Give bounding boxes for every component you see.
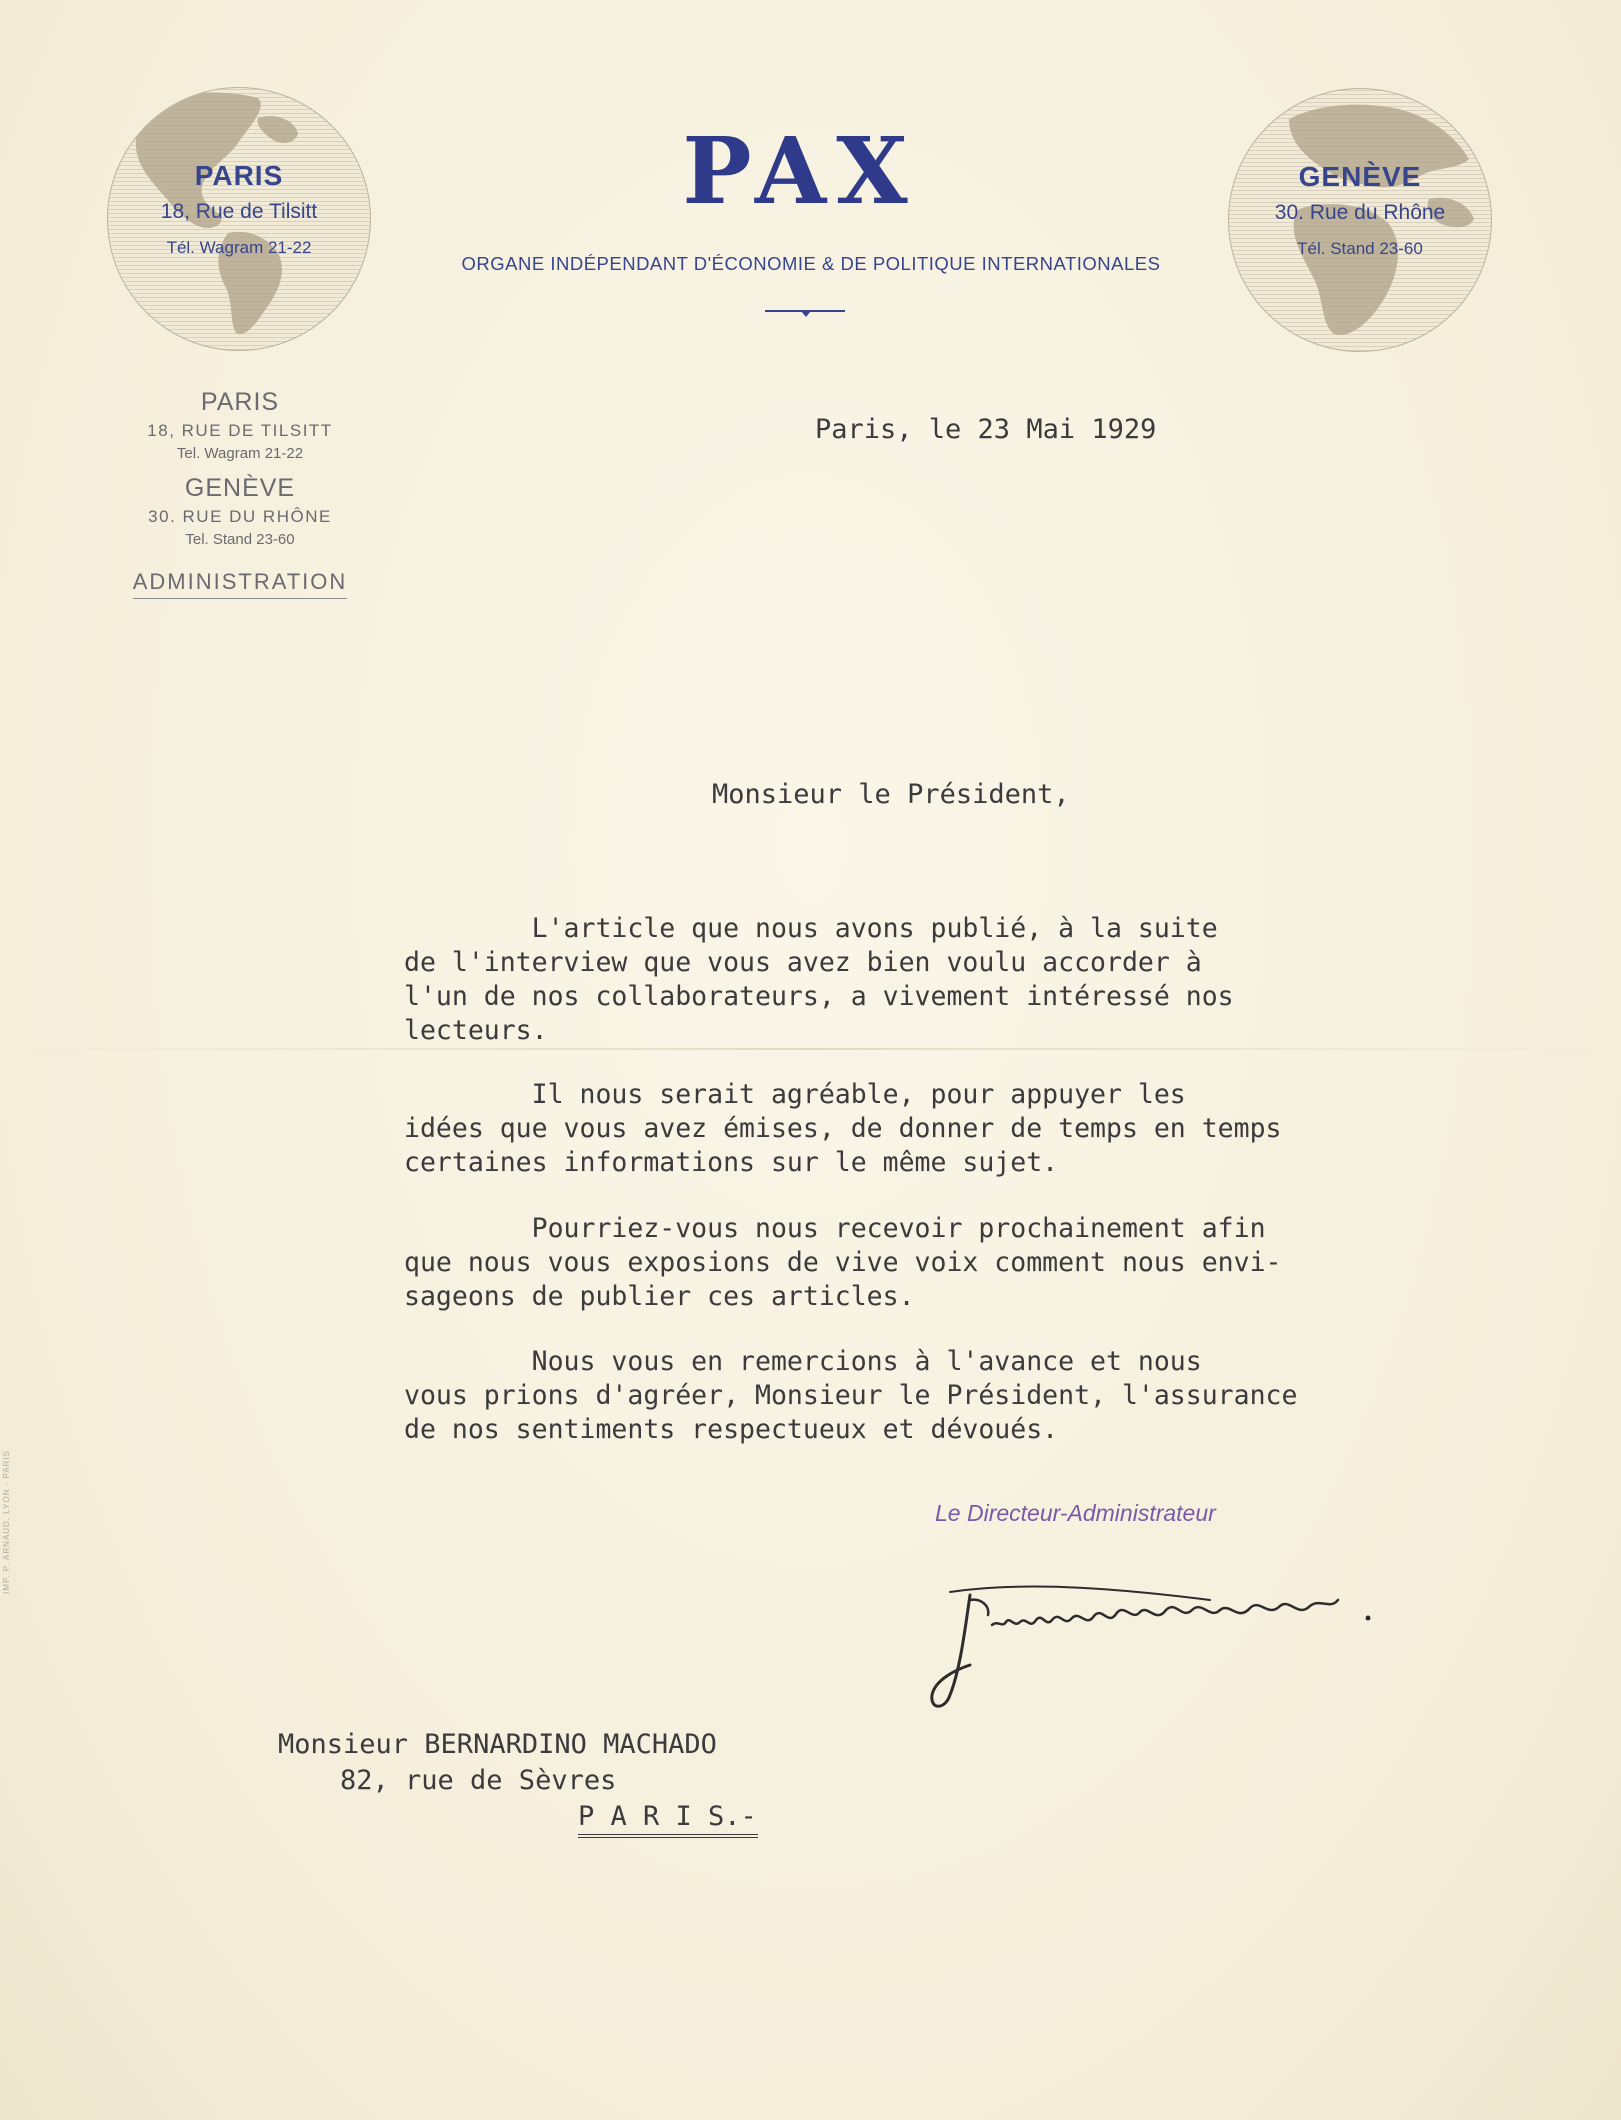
- recipient-city: P A R I S.-: [578, 1801, 757, 1832]
- letter-paragraph-1: [404, 912, 1514, 1048]
- recipient-city-underline: [578, 1834, 758, 1838]
- masthead-title: PAX: [682, 117, 918, 225]
- globe-right-street: 30. Rue du Rhône: [1274, 201, 1446, 224]
- text-line: certaines informations sur le même sujet.: [404, 1147, 1059, 1178]
- sidebar-geneve-tel: Tel. Stand 23-60: [185, 531, 295, 548]
- masthead-divider: [765, 310, 845, 312]
- letter-salutation: Monsieur le Président,: [712, 779, 1070, 810]
- sidebar-department: ADMINISTRATION: [133, 569, 348, 599]
- text-line: vous prions d'agréer, Monsieur le Président, l'assurance: [404, 1380, 1298, 1411]
- text-line: Il nous serait agréable, pour appuyer les: [404, 1079, 1186, 1110]
- letter-paragraph-2: [404, 1078, 1514, 1180]
- sidebar-geneve-street: 30. RUE DU RHÔNE: [148, 507, 332, 526]
- text-line: que nous vous exposions de vive voix comment nous envi-: [404, 1247, 1282, 1278]
- masthead-tagline: ORGANE INDÉPENDANT D'ÉCONOMIE & DE POLITIQUE INTERNATIONALES: [461, 253, 1161, 274]
- sidebar-paris-street: 18, RUE DE TILSITT: [147, 421, 333, 440]
- recipient-street: 82, rue de Sèvres: [340, 1765, 617, 1796]
- text-line: de nos sentiments respectueux et dévoués.: [404, 1414, 1059, 1445]
- letter-paragraph-4: [404, 1345, 1514, 1447]
- globe-right-city: GENÈVE: [1298, 161, 1422, 192]
- text-line: Nous vous en remercions à l'avance et nous: [404, 1346, 1202, 1377]
- text-line: de l'interview que vous avez bien voulu accorder à: [404, 947, 1202, 978]
- text-line: idées que vous avez émises, de donner de temps en temps: [404, 1113, 1282, 1144]
- letter-paragraph-3: [404, 1212, 1514, 1314]
- text-line: sageons de publier ces articles.: [404, 1281, 915, 1312]
- sidebar-address-block: [100, 385, 380, 599]
- fold-crease: [0, 1048, 1621, 1050]
- signatory-stamp: Le Directeur-Administrateur: [935, 1500, 1216, 1526]
- text-line: Pourriez-vous nous recevoir prochainement afin: [404, 1213, 1266, 1244]
- recipient-name: Monsieur BERNARDINO MACHADO: [278, 1729, 717, 1760]
- globe-left-tel: Tél. Wagram 21-22: [166, 238, 312, 257]
- globe-left-city: PARIS: [194, 160, 284, 191]
- handwritten-signature: [910, 1570, 1430, 1720]
- globe-right: [1228, 88, 1492, 352]
- sidebar-paris-tel: Tel. Wagram 21-22: [176, 445, 304, 462]
- globe-right-tel: Tél. Stand 23-60: [1297, 239, 1423, 258]
- text-line: lecteurs.: [404, 1015, 548, 1046]
- sidebar-geneve-city: GENÈVE: [184, 474, 296, 502]
- globe-left-street: 18, Rue de Tilsitt: [160, 200, 318, 223]
- letter-date: Paris, le 23 Mai 1929: [815, 414, 1157, 445]
- globe-left: [107, 87, 371, 351]
- sidebar-paris-city: PARIS: [200, 388, 280, 416]
- text-line: L'article que nous avons publié, à la suite: [404, 913, 1218, 944]
- text-line: l'un de nos collaborateurs, a vivement intéressé nos: [404, 981, 1234, 1012]
- printer-mark: IMP. P. ARNAUD, LYON - PARIS: [2, 1450, 11, 1594]
